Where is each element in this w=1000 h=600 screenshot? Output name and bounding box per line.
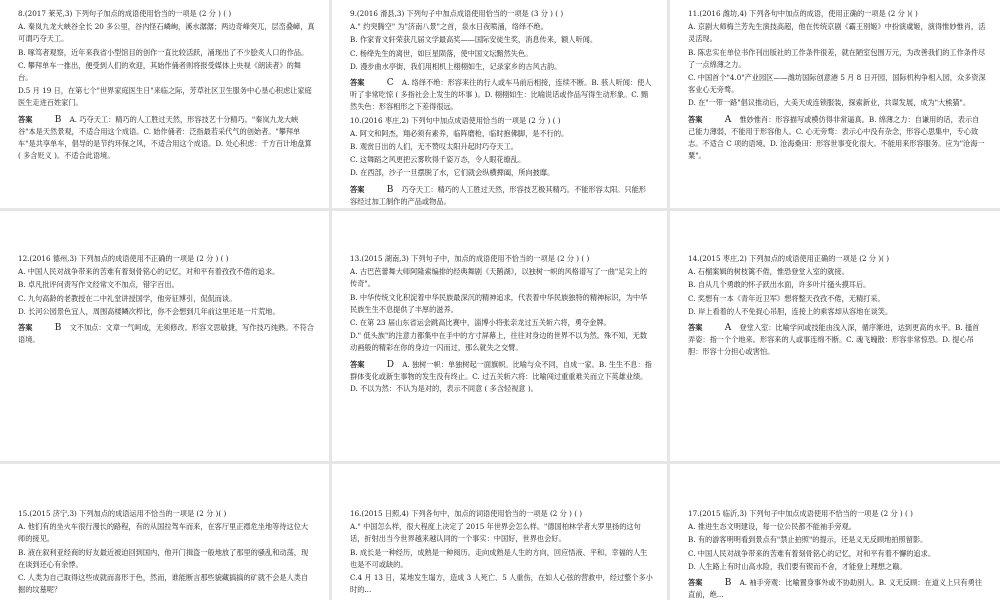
answer-key: B [54, 114, 62, 125]
question-card-8 [0, 0, 329, 208]
answer-label: 答案 [350, 78, 365, 88]
answer-block [18, 114, 315, 163]
answer-key: B [54, 323, 62, 334]
option-c: C. 奖想有一本《青年近卫军》想将整天孜孜不倦，无精打采。 [688, 293, 885, 303]
option-b-2: B. 观赏日出的人们，无不赞叹太阳升起时巧夺天工。 [350, 142, 518, 152]
option-a: A. 他们有的坐火车很行漫长的路程，有的从国拉驾车而来，在客厅里正襟危坐地等待这位大师的接见。 [18, 522, 309, 544]
question-card-11 [670, 0, 1000, 208]
answer-block [688, 114, 986, 163]
option-a: A. 秦岚九龙大峡谷全长 20 多公里，谷内怪石嶙峋，溪水潺潺；两边奇峰突兀，层峦叠嶂，真可谓巧夺天工。 [18, 22, 315, 44]
answer-block [350, 359, 653, 396]
answer-explanation: A. 袖手旁观：比喻置身事外或不协助别人。B. 义无反顾：在道义上只有勇往直前，绝... [688, 578, 983, 600]
option-d: D." 低头族"的注意力都集中在手中的方寸屏幕上，往往对身边的世界不以为然。殊不知，无数动画般的精彩在你的身边一闪而过，那么就失之交臂。 [350, 331, 648, 353]
answer-explanation: A. 独树一帜：单独树起一面旗帜。比喻与众不同，自成一家。B. 生生不息：指群体变化或新生事物的发生没有终止。C. 过五关斩六将：比喻闯过重重难关而立下英雄业绩。D. 不以为然：不认为是对的，表示不同意 ( 多含轻视意 )。 [350, 359, 652, 394]
question-stem: 14.(2015 枣庄,2) 下列加点的成语使用正确的一项是 (2 分 )( ) [688, 254, 890, 263]
question-card-14 [670, 211, 1000, 461]
option-b: B. 有的游客明明看到景点有"禁止拍照"的提示，还是义无反顾地拍照留影。 [688, 535, 928, 545]
option-a: A." 约突腾空" 为"济南八景"之首，泉水日夜喷涌，络绎不绝。 [350, 22, 548, 32]
option-d: D.5 月 19 日，在第七个"世界家庭医生日"来临之际，芳草社区卫生服务中心垦心积虑让家庭医生走进百姓家门。 [18, 86, 312, 108]
option-d: D. 人生路上有时山高水险，我们要有锲而不舍，才能登上理想之巅。 [688, 561, 907, 571]
answer-block [350, 77, 653, 114]
answer-key: B [386, 184, 394, 195]
option-a: A." 中国怎么样，很大程度上决定了 2015 年世界会怎么样。"德国柏林学者大罗里扬的这句话，折射出当今世界越来越认同的一个事实：中国好，世界也会好。 [350, 522, 641, 544]
question-stem-2: 10.(2016 枣庄,2) 下列句中加点成语使用恰当的一项是 (2 分 ) ( ) [350, 115, 561, 125]
option-a-2: A. 阿文和阿杰，翔必须有素养，临阵磨枪，临时抱佛脚，是不行的。 [350, 128, 569, 138]
answer-explanation: 巧夺天工：精巧的人工胜过天然，形容技艺极其精巧。不能形容太阳。只能形容经过加工制作的产品或物品。 [350, 184, 646, 206]
answer-label: 答案 [688, 323, 703, 333]
option-a: A. 古巴芭蕾舞大师阿隆索编排的经典舞剧《天鹅湖》，以独树一帜的风格谱写了一曲"足尖上的传奇"。 [350, 267, 647, 289]
answer-explanation: A. 巧夺天工：精巧的人工胜过天然，形容技艺十分精巧。"秦岚九龙大峡谷"本是天然景观，不适合用这个成语。C. 始作俑者：泛指最若采代气的创始者。"攀拜单车"是共享单车，倡导的是节约环保之风，不适合用这个成语。D. 处心积虑：千方百计地盘算 ( 多含贬义 )。不适合此语境。 [18, 114, 312, 161]
option-a: A. 京剧大师梅兰芳先生演技高超，他在传统京剧《霸王别姬》中扮演虞姬，演得惟妙惟肖，活灵活现。 [688, 22, 986, 44]
answer-label: 答案 [18, 114, 33, 124]
question-card-12 [0, 211, 329, 461]
option-b: B. 卓凡批评问责写作文经常文不加点，错字百出。 [18, 280, 179, 290]
question-card-13 [332, 211, 667, 461]
answer-block [18, 322, 315, 346]
option-b: B. 成长是一种经历，成熟是一种阅历。走向成熟是人生的方向，回应悟液、平和、幸福的人生也是不可或缺的。 [350, 547, 648, 569]
option-c: C. 攀拜单车一推出，便受到人们的欢迎，其始作俑者则将报受媒体上央视《朗读者》的舞台。 [18, 60, 301, 83]
question-stem: 13.(2015 湖南,3) 下列句子中，加点的成语使用不恰当的一项是 (2 分 ) ( ) [350, 254, 590, 263]
option-d: D. 漫步曲水亭街，我们用相机上栩栩如生，记录家乡的古风古韵。 [350, 61, 562, 71]
question-stem: 9.(2016 滑县,3) 下列句子中加点成语使用恰当的一项是 (3 分 ) ( ) [350, 9, 564, 18]
question-stem: 17.(2015 临沂,3) 下列句子中加点成语使用不恰当的一项是 (2 分 ) ( ) [688, 509, 913, 518]
answer-block [688, 322, 986, 359]
question-card-15 [0, 464, 329, 600]
option-c: C. 在第 23 届山东省运会跳高比赛中，淄博小将张亲龙过五关斩六将，勇夺金牌。 [350, 318, 611, 328]
answer-key: A [724, 323, 732, 334]
question-stem: 15.(2015 济宁,3) 下列加点的成语运用不恰当的一项是 (2 分 )( ) [18, 509, 227, 518]
answer-key: C [386, 78, 394, 89]
answer-explanation: A. 络绎不绝：形容来往的行人或车马前后相接，连续不断。B. 骇人听闻：使人听了非常吃惊 ( 多指社会上发生的坏事 )。D. 栩栩如生：比喻说话或作品写得生动形象。C. 黯然失色：形容相形之下差得很远。 [350, 78, 652, 112]
question-stem: 16.(2015 日照,4) 下列各句中，加点的词语使用恰当的一项是 (2 分 ) ( ) [350, 509, 583, 518]
option-b: B. 液在叙利亚经商的好友最近被迫回到国内，他开门揖盗一般地放了那里的骚乱和动荡，现在谈到还心有余悸。 [18, 547, 309, 569]
answer-block [688, 577, 986, 600]
answer-explanation: 惟妙惟肖：形容描写或模仿得非常逼真。B. 绵薄之力：自谦用的话，表示自己能力薄弱，不能用于形容他人。C. 心无旁骛：表示心中没有杂念，形容心思集中，专心致志。不适合 C 项的语境。D. 沧海桑田：形容世事变化很大。不能用来形容服务。应为"沧海一粟"。 [688, 114, 985, 161]
option-d: D. 在"一带一路"倡议推动后，大美天成连锁服装，探索新业，共谋发展，成为"大熊猫"。 [688, 98, 971, 108]
option-a: A. 中国人民对战争带来的苦难有着刻骨铭心的记忆，对和平有着孜孜不倦的追求。 [18, 267, 280, 277]
answer-explanation: 登堂入室：比喻学问或技能由浅入深，循序渐进，达到更高的水平。B. 搔首弄姿：指一个个地来。形容来的人或事连绵不断。C. 魂飞魄散：形容非常惊恐。D. 提心吊胆：形容十分担心或害怕。 [688, 323, 980, 357]
option-a: A. 石榴案辑的树枝篱不倦，惟恐登堂入室的就接。 [688, 267, 849, 277]
answer-key: B [724, 578, 732, 589]
option-c: C. 人类为自己取得这些成就而喜形于色，然而，谁能断言那些貌藏搞搞的矿就不会是人类自掘的坟墓呢？ [18, 573, 309, 595]
option-c: C. 杨绛先生的离世，如巨星陨落，使中国文坛黯然失色。 [350, 48, 533, 58]
option-c: C. 中国首个"4.0"产业园区——潍坊国际创意港 5 月 8 日开园，国际机构争相入园，众多资深客业心无旁骛。 [688, 73, 986, 95]
question-stem: 12.(2016 德州,3) 下列加点的成语使用不正确的一项是 (2 分 ) ( ) [18, 254, 229, 263]
option-c: C. 中国人民对战争带来的苦难有着刻骨铭心的记忆，对和平有着不懈的追求。 [688, 548, 936, 558]
option-c-2: C. 这舞蹈之风更把云雾吹得千姿万态，令人眼花缭乱。 [350, 155, 526, 165]
option-b: B. 自从几个勇敢的怀子跃出水面，许多叶片搔头摸耳后。 [688, 280, 871, 290]
option-c: C.4 月 13 日，某地发生塌方，造成 3 人死亡、5 人重伤，在如人心弦的营救中，经过整个多小时的... [350, 573, 653, 595]
answer-label: 答案 [688, 578, 703, 588]
question-stem: 11.(2016 潍坊,4) 下列各句中加点的成语，使用正确的一项是 (2 分 )( ) [688, 9, 918, 18]
option-d: D. 岸上看着的人不免捉心吊胆，连接上的乘客却从容地在谈笑。 [688, 306, 893, 316]
option-b: B. 啄笃者观察，近年来我省小型馆目的创作一直比较活跃，涌现出了不少脍炙人口的作品。 [18, 47, 309, 57]
answer-label: 答案 [688, 114, 703, 124]
answer-explanation: 文不加点：文章一气呵成，无须修改。形容文思敏捷，写作技巧纯熟。不符合语境。 [18, 323, 314, 345]
question-card-17 [670, 464, 1000, 600]
option-b: B. 陈忠实在单位书作刊出版社的工作条件很差，就在陋室包围万元，为改善我们的工作条件尽了一点绵薄之力。 [688, 47, 986, 69]
answer-label: 答案 [350, 359, 365, 369]
answer-key: D [386, 359, 394, 370]
answer-label: 答案 [350, 184, 365, 194]
option-d: D. 长河公园景色宜人，周围高楼鳞次栉比，你不会想到几年前这里还是一片荒地。 [18, 306, 280, 316]
option-b: B. 作家青文轩荣获几届文学最高奖——国际安徒生奖，消息传来，额人听闻。 [350, 35, 598, 45]
option-d-2: D. 在西部，沙子一旦摆脱了水，它们就会纵横捭阖，所向披靡。 [350, 168, 555, 178]
answer-key: A [724, 114, 732, 125]
option-c: C. 九句高龄的老教授在二中礼堂讲授国学，他旁征博引，侃侃而谈。 [18, 293, 237, 303]
answer-label: 答案 [18, 323, 33, 333]
option-b: B. 中华传统文化积淀着中华民族最深沉的精神追求，代表着中华民族独特的精神标识，为中华民族生生不息提供了丰厚的滋养。 [350, 292, 648, 314]
answer-block-2 [350, 184, 653, 208]
question-card-9-10 [332, 0, 667, 208]
question-card-16 [332, 464, 667, 600]
question-stem: 8.(2017 莱芜,3) 下列句子加点的成语使用恰当的一项是 (2 分 ) ( ) [18, 9, 232, 18]
option-a: A. 推进生态文明建设，每一位公民都不能袖手旁观。 [688, 522, 856, 532]
